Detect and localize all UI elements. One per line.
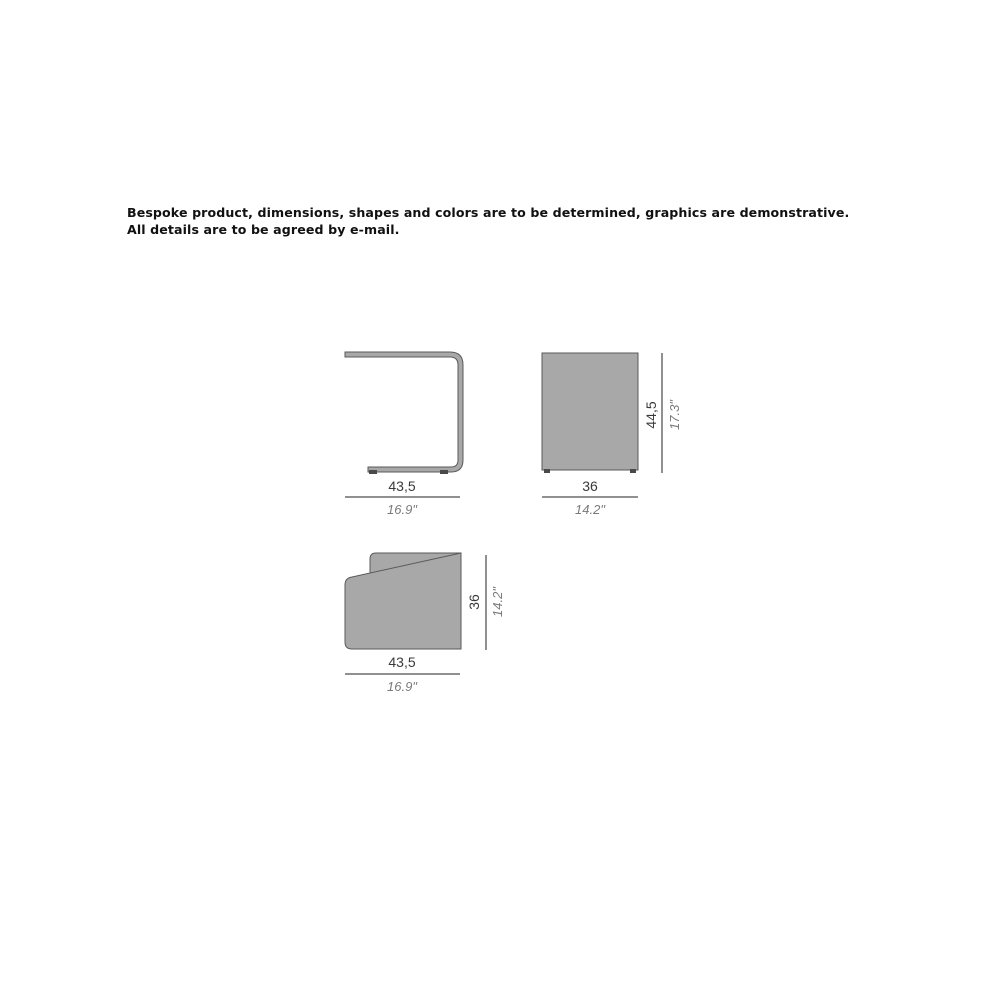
top-view-depth-cm: 36 (466, 594, 482, 610)
top-view (345, 553, 505, 694)
front-view (542, 353, 682, 517)
side-view-frame (345, 352, 463, 472)
top-view-main-panel (345, 553, 461, 649)
front-view-height-cm: 44,5 (643, 401, 659, 429)
side-view (345, 352, 463, 517)
notice-line-1: Bespoke product, dimensions, shapes and colors are to be determined, graphics are demonstrative. (127, 205, 850, 220)
front-view-foot-right (630, 469, 636, 473)
side-view-foot-right (440, 470, 448, 474)
side-view-foot-left (369, 470, 377, 474)
side-view-width-cm: 43,5 (388, 478, 416, 494)
front-view-width-cm: 36 (582, 478, 598, 494)
front-view-panel (542, 353, 638, 470)
front-view-foot-left (544, 469, 550, 473)
front-view-width-in: 14.2" (575, 502, 605, 517)
top-view-width-cm: 43,5 (388, 654, 416, 670)
top-view-depth-in: 14.2" (490, 587, 505, 617)
top-view-width-in: 16.9" (387, 679, 417, 694)
side-view-width-in: 16.9" (387, 502, 417, 517)
notice-line-2: All details are to be agreed by e-mail. (127, 222, 400, 237)
front-view-height-in: 17.3" (667, 400, 682, 430)
